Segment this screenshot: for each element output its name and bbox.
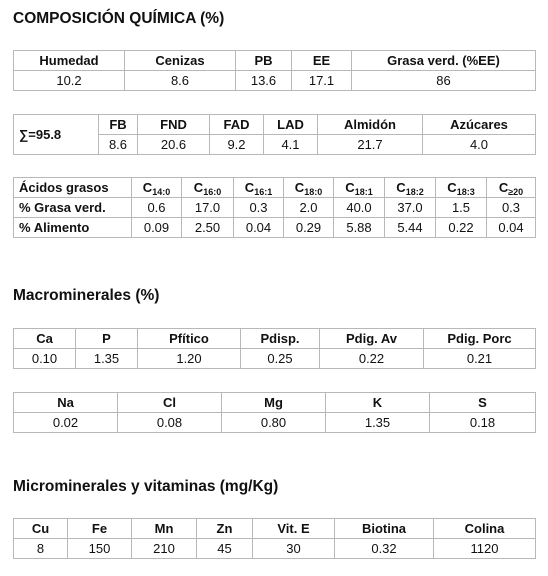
fatty-acids-table bbox=[13, 177, 536, 238]
fatty-row-label: % Grasa verd. bbox=[14, 198, 132, 218]
header-cl: Cl bbox=[118, 393, 222, 413]
header-almidon: Almidón bbox=[318, 115, 423, 135]
table-cell: 1.5 bbox=[436, 198, 487, 218]
header-vit-e: Vit. E bbox=[253, 519, 335, 539]
composition-table-2 bbox=[13, 114, 536, 155]
microminerals-table bbox=[13, 518, 536, 559]
value-fe: 150 bbox=[68, 539, 132, 559]
fatty-col-header: $C_{\ge 20}$ bbox=[487, 178, 536, 198]
value-pdig-porc: 0.21 bbox=[424, 349, 536, 369]
table-cell: 2.0 bbox=[284, 198, 334, 218]
value-s: 0.18 bbox=[430, 413, 536, 433]
header-pfitico: Pfítico bbox=[138, 329, 241, 349]
value-cu: 8 bbox=[14, 539, 68, 559]
header-pdisp: Pdisp. bbox=[241, 329, 320, 349]
header-p: P bbox=[76, 329, 138, 349]
sum-label: ∑=95.8 bbox=[14, 115, 99, 155]
section-title-macrominerales: Macrominerales (%) bbox=[13, 287, 160, 304]
value-pfitico: 1.20 bbox=[138, 349, 241, 369]
header-pdig-porc: Pdig. Porc bbox=[424, 329, 536, 349]
header-cu: Cu bbox=[14, 519, 68, 539]
section-title-microminerales: Microminerales y vitaminas (mg/Kg) bbox=[13, 478, 279, 495]
value-lad: 4.1 bbox=[264, 135, 318, 155]
table-cell: 40.0 bbox=[334, 198, 385, 218]
header-lad: LAD bbox=[264, 115, 318, 135]
value-vit-e: 30 bbox=[253, 539, 335, 559]
section-title-composicion: COMPOSICIÓN QUÍMICA (%) bbox=[13, 10, 225, 27]
header-fe: Fe bbox=[68, 519, 132, 539]
fatty-col-header: $C_{18:2}$ bbox=[385, 178, 436, 198]
value-azucares: 4.0 bbox=[423, 135, 536, 155]
fatty-col-header: $C_{18:1}$ bbox=[334, 178, 385, 198]
table-cell: 0.04 bbox=[234, 218, 284, 238]
value-humedad: 10.2 bbox=[14, 71, 125, 91]
value-cl: 0.08 bbox=[118, 413, 222, 433]
header-ca: Ca bbox=[14, 329, 76, 349]
value-p: 1.35 bbox=[76, 349, 138, 369]
header-pb: PB bbox=[236, 51, 292, 71]
value-ca: 0.10 bbox=[14, 349, 76, 369]
table-cell: 0.6 bbox=[132, 198, 182, 218]
fatty-row-label: % Alimento bbox=[14, 218, 132, 238]
fatty-acids-title: Ácidos grasos bbox=[14, 178, 132, 198]
header-biotina: Biotina bbox=[335, 519, 434, 539]
value-na: 0.02 bbox=[14, 413, 118, 433]
header-s: S bbox=[430, 393, 536, 413]
header-grasa-verd: Grasa verd. (%EE) bbox=[352, 51, 536, 71]
header-fad: FAD bbox=[210, 115, 264, 135]
value-fad: 9.2 bbox=[210, 135, 264, 155]
composition-table-1 bbox=[13, 50, 536, 91]
value-grasa-verd: 86 bbox=[352, 71, 536, 91]
table-cell: 0.3 bbox=[234, 198, 284, 218]
table-cell: 17.0 bbox=[182, 198, 234, 218]
value-almidon: 21.7 bbox=[318, 135, 423, 155]
value-fnd: 20.6 bbox=[138, 135, 210, 155]
header-fb: FB bbox=[99, 115, 138, 135]
table-cell: 5.88 bbox=[334, 218, 385, 238]
header-pdig-av: Pdig. Av bbox=[320, 329, 424, 349]
fatty-col-header: $C_{18:3}$ bbox=[436, 178, 487, 198]
value-biotina: 0.32 bbox=[335, 539, 434, 559]
table-cell: 0.04 bbox=[487, 218, 536, 238]
macrominerals-table-1 bbox=[13, 328, 536, 369]
value-mg: 0.80 bbox=[222, 413, 326, 433]
value-ee: 17.1 bbox=[292, 71, 352, 91]
value-cenizas: 8.6 bbox=[125, 71, 236, 91]
value-k: 1.35 bbox=[326, 413, 430, 433]
header-na: Na bbox=[14, 393, 118, 413]
header-fnd: FND bbox=[138, 115, 210, 135]
header-cenizas: Cenizas bbox=[125, 51, 236, 71]
value-pdig-av: 0.22 bbox=[320, 349, 424, 369]
fatty-col-header: $C_{16:1}$ bbox=[234, 178, 284, 198]
table-cell: 5.44 bbox=[385, 218, 436, 238]
header-zn: Zn bbox=[197, 519, 253, 539]
table-cell: 37.0 bbox=[385, 198, 436, 218]
value-colina: 1120 bbox=[434, 539, 536, 559]
table-cell: 0.09 bbox=[132, 218, 182, 238]
table-cell: 0.3 bbox=[487, 198, 536, 218]
table-cell: 2.50 bbox=[182, 218, 234, 238]
fatty-col-header: $C_{16:0}$ bbox=[182, 178, 234, 198]
header-humedad: Humedad bbox=[14, 51, 125, 71]
header-k: K bbox=[326, 393, 430, 413]
value-fb: 8.6 bbox=[99, 135, 138, 155]
header-azucares: Azúcares bbox=[423, 115, 536, 135]
macrominerals-table-2 bbox=[13, 392, 536, 433]
value-pb: 13.6 bbox=[236, 71, 292, 91]
fatty-col-header: $C_{18:0}$ bbox=[284, 178, 334, 198]
header-colina: Colina bbox=[434, 519, 536, 539]
value-zn: 45 bbox=[197, 539, 253, 559]
table-cell: 0.29 bbox=[284, 218, 334, 238]
table-cell: 0.22 bbox=[436, 218, 487, 238]
fatty-col-header: $C_{14:0}$ bbox=[132, 178, 182, 198]
header-mn: Mn bbox=[132, 519, 197, 539]
header-mg: Mg bbox=[222, 393, 326, 413]
value-pdisp: 0.25 bbox=[241, 349, 320, 369]
value-mn: 210 bbox=[132, 539, 197, 559]
header-ee: EE bbox=[292, 51, 352, 71]
